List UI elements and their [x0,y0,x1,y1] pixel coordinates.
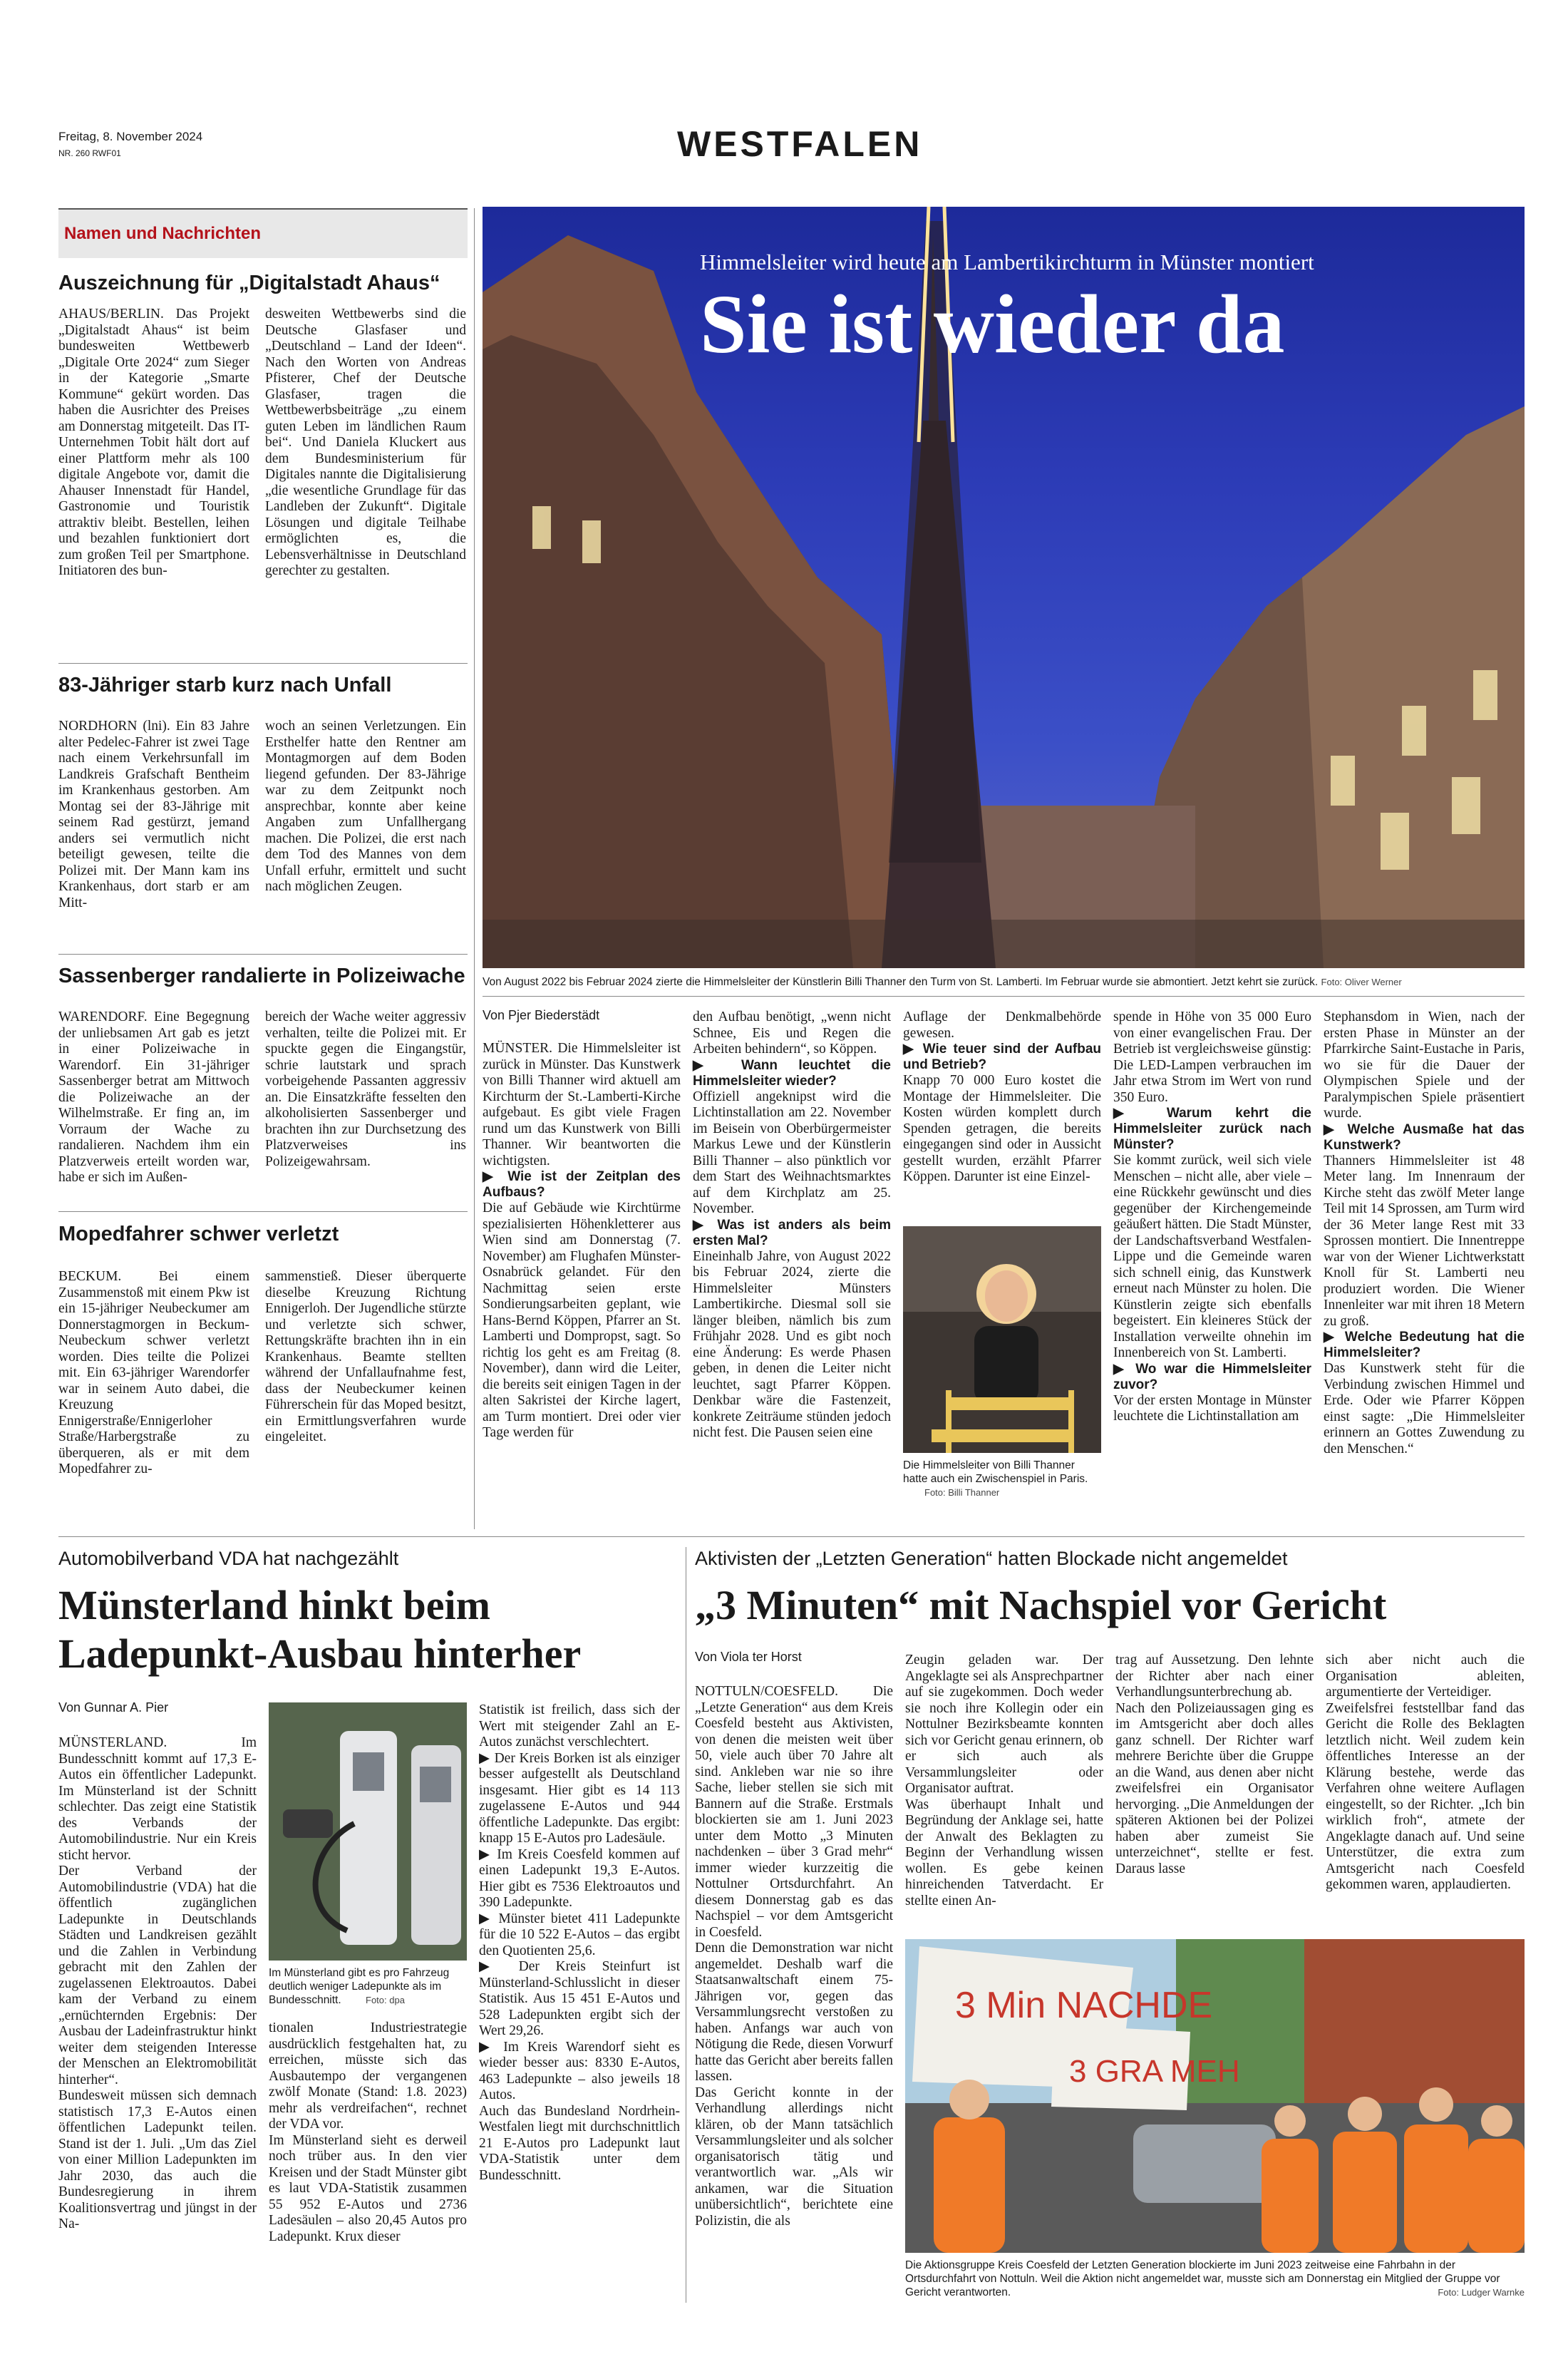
paragraph: Stephansdom in Wien, nach der ersten Phase in Münster an der Pfarrkirche Saint-Eustache in Paris, wo sie für die Dauer der Olympischen Spiele und der Paralympischen Spiele präsentiert wurde. [1324,1009,1525,1121]
question-heading: ▶ Wann leuchtet die Himmelsleiter wieder? [693,1057,891,1089]
paragraph: den Aufbau benötigt, „wenn nicht Schnee, Eis und Regen die Arbeiten behindern“, so Köppen. [693,1009,891,1057]
protest-photo-illustration [905,1939,1525,2253]
item3-headline: Sassenberger randalierte in Polizeiwache [58,965,465,987]
divider [474,208,475,1529]
header-issue: NR. 260 RWF01 [58,148,121,158]
question-heading: ▶ Wo war die Himmelsleiter zuvor? [1113,1361,1311,1392]
vda-col1: MÜNSTERLAND. Im Bundesschnitt kommt auf 17,3 E-Autos ein öffentlicher Ladepunkt. Im Münsterland ist der Schnitt schlechter. Das zeigt eine Statistik des Verbands der Automobilindustrie. Nur ein Kreis sticht hervor. Der Verband der Automobilindustrie (VDA) hat die öffentlich zugänglichen Ladepunkte in Deutschlands Städten und Landkreisen gezählt und die Zahlen in Verbindung gebracht mit den Zahlen der zugelassenen Elektroautos. Dabei kam der Verband zu einem „ernüchternden Ergebnis: Der Ausbau der Ladeinfrastruktur hinkt weiter dem steigenden Interesse der Menschen an Elektromobilität hinterher“. Bundesweit müssen sich demnach statistisch 17,3 E-Autos einen öffentlichen Ladepunkt teilen. Stand ist der 1. Juli. „Um das Ziel von einer Million Ladepunkten im Jahr 2030, das auch die Bundesregierung in ihrem Koalitionsvertrag und jüngst in der Na- [58,1735,257,2231]
header-date: Freitag, 8. November 2024 [58,130,203,143]
sidebar-label: Namen und Nachrichten [64,224,262,243]
paris-caption [903,1459,1101,1499]
paragraph: ▶ Der Kreis Steinfurt ist Münsterland-Schlusslicht in dieser Statistik. Aus 15 451 E-Autos und 528 Ladepunkten ergibt sich der Wert 29,26. [479,1959,680,2038]
lead-headline: Sie ist wieder da [700,277,1285,371]
question-heading: ▶ Wie teuer sind der Aufbau und Betrieb? [903,1042,1101,1072]
paragraph: ▶ Der Kreis Borken ist als einziger besser aufgestellt als Deutschland insgesamt. Hier gibt es 14 113 zugelassene E-Autos und 944 öffentliche Ladepunkte. Das ergibt: knapp 15 E-Autos pro Ladesäule. [479,1750,680,1846]
item1-col2: desweiten Wettbewerbs sind die Deutsche Glasfaser und „Deutschland – Land der Ideen“. Nach den Worten von Andreas Pfisterer, Chef der Deutsche Glasfaser, tragen die Wettbewerbsbeiträge „zu einem guten Leben im ländlichen Raum bei“. Und Daniela Kluckert aus dem Bundesministerium für Digitales nannte die Digitalisierung „die wesentliche Grundlage für das Landleben der Zukunft“. Digitale Lösungen und digitale Teilhabe ermöglichten es, die Lebensverhältnisse in Deutschland gerechter zu gestalten. [265,307,466,578]
item2-col1: NORDHORN (lni). Ein 83 Jahre alter Pedelec-Fahrer ist zwei Tage nach einem Verkehrsunfall im Landkreis Grafschaft Bentheim im Krankenhaus gestorben. Am Montag sei der 83-Jährige mit seinem Rad gestürzt, jemand anders sei vermutlich nicht beteiligt gewesen, teilte die Polizei mit. Der Mann kam ins Krankenhaus, dort starb er am Mitt- [58,719,249,910]
divider [58,1536,1525,1537]
item3-col2: bereich der Wache weiter aggressiv verhalten, teilte die Polizei mit. Er spuckte gegen die Eingangstür, schrie lautstark und sprach vorbeigehende Passanten aggressiv an. Die Einsatzkräfte fesselten den alkoholisierten Sassenberger und brachten ihn zur Durchsetzung des Platzverweises ins Polizeigewahrsam. [265,1009,466,1169]
paragraph: Die auf Gebäude wie Kirchtürme spezialisierten Höhenkletterer aus Wien sind am Donnerstag (7. November) am Flughafen Münster-Osnabrück gelandet. Für den Nachmittag seien erste Sondierungsarbeiten geplant, wie Hans-Bernd Köppen, Pfarrer an St. Lamberti und Dompropst, sagt. So richtig los geht es am Freitag (8. November), dann wird die Leiter, die bereits seit einigen Tagen in der alten Sakristei der Kirche lagert, am Turm montiert. Drei oder vier Tage werden für [483,1201,681,1440]
paragraph: MÜNSTER. Die Himmelsleiter ist zurück in Münster. Das Kunstwerk von Billi Thanner wird aktuell am Kirchturm der St.-Lamberti-Kirche aufgebaut. Es gibt viele Fragen rund um das Kunstwerk von Billi Thanner. Wir beantworten die wichtigsten. [483,1041,681,1168]
lead-col3 [903,1009,1101,1186]
lg-byline: Von Viola ter Horst [695,1650,802,1664]
question-heading: ▶ Welche Bedeutung hat die Himmelsleiter? [1324,1330,1525,1360]
sidebar [58,208,468,1529]
paragraph: ▶ Im Kreis Warendorf sieht es wieder besser aus: 8330 E-Autos, 463 Ladepunkte – also jeweils 18 Autos. [479,2039,680,2102]
caption-text: Von August 2022 bis Februar 2024 zierte die Himmelsleiter der Künstlerin Billi Thanner den Turm von St. Lamberti. Im Februar wurde sie abmontiert. Jetzt kehrt sie zurück. [483,976,1319,988]
banner-text-1: 3 Min NACHDE [955,1985,1213,2026]
paragraph: Das Kunstwerk steht für die Verbindung zwischen Himmel und Erde. Oder wie Pfarrer Köppen einst sagte: „Die Himmelsleiter erinnern an Gottes Zuwendung zu den Menschen.“ [1324,1361,1525,1456]
sidebar-label-box [58,208,468,258]
credit: Foto: Billi Thanner [924,1487,1000,1498]
paragraph: Knapp 70 000 Euro kostet die Montage der Himmelsleiter. Die Kosten würden komplett durch Spenden getragen, die bereits eingegangen sind oder in Aussicht gestellt wurden, erzählt Pfarrer Köppen. Darunter ist eine Einzel- [903,1073,1101,1184]
lg-col3: trag auf Aussetzung. Den lehnte der Richter aber nach einer Verhandlungsunterbrechung ab. Nach den Polizeiaussagen ging es im Amtsgericht aber doch alles ganz schnell. Der Richter warf mehrere Berichte über die Gruppe an die Wand, aus denen aber nicht zweifelsfrei ein Organisator hervorging. „Die Anmeldungen der späteren Aktionen bei der Polizei haben aber zumeist Sie unterzeichnet“, stellte er fest. Daraus lasse [1115,1653,1314,1876]
section-title: WESTFALEN [677,124,923,164]
paragraph: Eineinhalb Jahre, von August 2022 bis Februar 2024, zierte die Himmelsleiter Münsters Lambertikirche. Diesmal soll sie länger bleiben, nämlich bis zum Frühjahr 2028. Und es gibt noch eine Änderung: Es werde Phasen geben, in denen die Leiter nicht leuchtet, sagt Pfarrer Köppen. Denkbar wäre die Fastenzeit, konkrete Zeiträume stünden jedoch nicht fest. Die Pausen seien eine [693,1248,891,1440]
paragraph: Offiziell angeknipst wird die Lichtinstallation am 22. November im Beisein von Oberbürgermeister Markus Lewe und der Künstlerin Billi Thanner – also pünktlich vor dem Start des Weihnachtsmarktes auf dem Kirchplatz am 25. November. [693,1089,891,1216]
paragraph: spende in Höhe von 35 000 Euro von einer evangelischen Frau. Der Betrieb ist vergleichsweise günstig: Die LED-Lampen verbrauchen im Jahr etwa Strom im Wert von rund 350 Euro. [1113,1009,1311,1105]
caption-text: Im Münsterland gibt es pro Fahrzeug deutlich weniger Ladepunkte als im Bundesschnitt. [269,1967,450,2006]
question-heading: ▶ Was ist anders als beim ersten Mal? [693,1217,891,1248]
paragraph: Auflage der Denkmalbehörde gewesen. [903,1009,1101,1041]
banner-text-2: 3 GRA MEH [1069,2054,1240,2089]
credit: Foto: dpa [366,1995,405,2005]
vda-col2: tionalen Industriestrategie ausdrücklich festgehalten hat, zu erreichen, müsste sich das Ausbautempo der vergangenen zwölf Monate (Stand: 1.8. 2023) mehr als verdreifachen“, rechnet der VDA vor. Im Münsterland sieht es derweil noch trüber aus. In den vier Kreisen und der Stadt Münster gibt es laut VDA-Statistik zusammen 55 952 E-Autos und 2736 Ladesäulen – also 20,45 Autos pro Ladepunkt. Krux dieser [269,2020,467,2244]
vda-byline: Von Gunnar A. Pier [58,1700,169,1715]
question-heading: ▶ Welche Ausmaße hat das Kunstwerk? [1324,1121,1525,1153]
item3-col1: WARENDORF. Eine Begegnung der unliebsamen Art gab es jetzt in einer Polizeiwache in Warendorf. Ein 31-jähriger Sassenberger betrat am Mittwoch die Polizeiwache an der Wilhelmstraße. Er fing an, im Vorraum der Wache zu randalieren. Nachdem ihm ein Platzverweis erteilt worden war, habe er sich im Außen- [58,1009,249,1185]
paris-photo [903,1226,1101,1453]
paragraph: Thanners Himmelsleiter ist 48 Meter lang. Im Innenraum der Kirche steht das zwölf Meter lange Teil mit 14 Sprossen, am Turm wird der 36 Meter lange Rest mit 33 Sprossen montiert. Die Innentreppe war von der Wiener Lichtwerkstatt Knoll für St. Lamberti neu produziert worden. Die Wiener Innenleiter war mit ihren 18 Metern zu groß. [1324,1153,1525,1329]
vda-col3 [479,1702,680,2184]
caption-text: Die Himmelsleiter von Billi Thanner hatte auch ein Zwischenspiel in Paris. [903,1459,1088,1485]
item2-headline: 83-Jähriger starb kurz nach Unfall [58,674,392,697]
lead-photo-caption [483,975,1525,989]
charging-caption [269,1966,467,2007]
lg-col1: NOTTULN/COESFELD. Die „Letzte Generation“ aus dem Kreis Coesfeld besteht aus Aktivisten, von denen die meisten weit über 50, viele auch über 70 Jahre alt sind. Ankleben war nie so ihre Sache, lieber stellen sie sich mit Bannern auf die Straße. Erstmals blockierten sie am 1. Juni 2023 unter dem Motto „3 Minuten nachdenken – über 3 Grad mehr“ immer wieder kurzzeitig die Nottulner Ortsdurchfahrt. An diesem Donnerstag gab es das Nachspiel – vor dem Amtsgericht in Coesfeld. Denn die Demonstration war nicht angemeldet. Deshalb warf die Staatsanwaltschaft einem 75-Jährigen vor, gegen das Versammlungsrecht verstoßen zu haben. Anfangs war auch von Nötigung die Rede, diesen Vorwurf hatte das Gericht aber bereits fallen lassen. Das Gericht konnte in der Verhandlung allerdings nicht klären, ob der Mann tatsächlich Versammlungsleiter und als solcher organisatorisch tätig und verantwortlich war. „Als wir ankamen, war die Situation unübersichtlich“, berichtete eine Polizistin, die als [695,1684,893,2229]
item4-col1: BECKUM. Bei einem Zusammenstoß mit einem Pkw ist ein 15-jähriger Neubeckumer am Donnerstagmorgen in Beckum-Neubeckum schwer verletzt worden. Dies teilte die Polizei mit. Ein 63-jähriger Warendorfer war in seinem Auto dabei, die Kreuzung Ennigerstraße/Ennigerloher Straße/Harbergstraße zu überqueren, als er mit dem Mopedfahrer zu- [58,1269,249,1476]
item1-headline: Auszeichnung für „Digitalstadt Ahaus“ [58,272,440,294]
lead-col2 [693,1009,891,1442]
divider [58,1211,468,1212]
lead-photo [483,207,1525,968]
caption-text: Die Aktionsgruppe Kreis Coesfeld der Letzten Generation blockierte im Juni 2023 zeitweise eine Fahrbahn in der Ortsdurchfahrt von Nottuln. Weil die Aktion nicht angemeldet war, musste sich am Donnerstag ein Mitglied der Gruppe vor Gericht verantworten. [905,2259,1500,2298]
lead-kicker: Himmelsleiter wird heute am Lambertikirchturm in Münster montiert [700,250,1314,274]
vda-kicker: Automobilverband VDA hat nachgezählt [58,1548,399,1569]
protest-photo [905,1939,1525,2253]
lg-col4: sich aber nicht auch die Organisation ableiten, argumentierte der Verteidiger. Zweifelsfrei feststellbar fand das Gericht die Rolle des Beklagten letztlich nicht. Weil zudem kein öffentliches Interesse an der Klärung bestehe, werde das Verfahren ohne weitere Auflagen eingestellt, so der Richter. „Ich bin wirklich froh“, atmete der Angeklagte danach auf. Und seine Unterstützer, die extra zum Amtsgericht nach Coesfeld gekommen waren, applaudierten. [1326,1653,1525,1892]
paris-photo-illustration [903,1226,1101,1453]
lg-headline: „3 Minuten“ mit Nachspiel vor Gericht [695,1582,1387,1628]
lead-col5 [1324,1009,1525,1457]
item2-col2: woch an seinen Verletzungen. Ein Ersthelfer hatte den Rentner am Montagmorgen auf dem Boden liegend gefunden. Der 83-Jährige war zu dem Zeitpunkt noch ansprechbar, konnte aber keine Angaben zum Unfallhergang machen. Die Polizei, die erst nach dem Tod des Mannes von dem Unfall erfuhr, ermittelt und sucht nach möglichen Zeugen. [265,719,466,894]
vda-headline-line1: Münsterland hinkt beim [58,1582,490,1628]
divider [58,954,468,955]
credit: Foto: Ludger Warnke [1438,2287,1525,2298]
lg-kicker: Aktivisten der „Letzten Generation“ hatten Blockade nicht angemeldet [695,1548,1288,1569]
credit: Foto: Oliver Werner [1321,977,1402,987]
divider [58,663,468,664]
paragraph: Vor der ersten Montage in Münster leuchtete die Lichtinstallation am [1113,1392,1311,1424]
item4-headline: Mopedfahrer schwer verletzt [58,1223,339,1245]
lead-col4 [1113,1009,1311,1425]
vda-headline-line2: Ladepunkt-Ausbau hinterher [58,1630,582,1677]
paragraph: ▶ Münster bietet 411 Ladepunkte für die 10 522 E-Autos – das ergibt den Quotienten 25,6. [479,1911,680,1958]
protest-caption [905,2259,1525,2299]
lead-col1 [483,1041,681,1442]
lg-col2: Zeugin geladen war. Der Angeklagte sei als Ansprechpartner auf sie zugekommen. Doch weder sie noch ihre Kollegin oder ein Nottulner Bezirksbeamte konnten sich vor Gericht genau erinnern, ob er sich auch als Versammlungsleiter oder Organisator auftrat. Was überhaupt Inhalt und Begründung der Anklage sei, hatte der Anwalt des Beklagten zu Beginn der Verhandlung wissen wollen. Es gebe keinen hinreichenden Tatverdacht. Er stellte einen An- [905,1653,1103,1908]
charging-photo-illustration [269,1702,467,1961]
paragraph: ▶ Im Kreis Coesfeld kommen auf einen Ladepunkt 19,3 E-Autos. Hier gibt es 7536 Elektroautos und 390 Ladepunkte. [479,1846,680,1910]
item1-col1: AHAUS/BERLIN. Das Projekt „Digitalstadt Ahaus“ ist beim bundesweiten Wettbewerb „Digitale Orte 2024“ zum Sieger in der Kategorie „Smarte Kommune“ gekürt worden. Das haben die Ausrichter des Preises am Donnerstag mitgeteilt. Das IT-Unternehmen Tobit hält dort auf einer Plattform mehr als 100 digitale Angebote vor, damit die Ahauser Innenstadt für Handel, Gastronomie und Touristik attraktiv bleibt. Bestellen, leihen und bezahlen funktioniert dort zum großen Teil per Smartphone. Initiatoren des bun- [58,307,249,578]
paragraph: Auch das Bundesland Nordrhein-Westfalen liegt mit durchschnittlich 21 E-Autos pro Ladepunkt laut VDA-Statistik unter dem Bundesschnitt. [479,2103,680,2183]
divider [483,996,1525,997]
paragraph: Statistik ist freilich, dass sich der Wert mit steigender Zahl an E-Autos zunächst verschlechtert. [479,1702,680,1749]
lead-byline: Von Pjer Biederstädt [483,1008,600,1022]
item4-col2: sammenstieß. Dieser überquerte dieselbe Kreuzung Richtung Ennigerloh. Der Jugendliche stürzte und verletzte sich schwer, Rettungskräfte brachten ihn in ein Krankenhaus. Beamte stellten während der Unfallaufnahme fest, dass der Neubeckumer keinen Führerschein für das Moped besitzt, ein Ermittlungsverfahren wurde eingeleitet. [265,1269,466,1444]
charging-photo [269,1702,467,1961]
paragraph: Sie kommt zurück, weil sich viele Menschen – nicht alle, aber viele – eine Rückkehr gewünscht und dies gegenüber der Kirchengemeinde geäußert hätten. Die Stadt Münster, der Landschaftsverband Westfalen-Lippe und die Gemeinde waren sich schnell einig, das Kunstwerk erneut nach Münster zu holen. Die Künstlerin zeigte sich ebenfalls begeistert. Ein kleineres Stück der Installation verweilte ohnehin im Innenbereich von St. Lamberti. [1113,1153,1311,1360]
question-heading: ▶ Wie ist der Zeitplan des Aufbaus? [483,1169,681,1200]
question-heading: ▶ Warum kehrt die Himmelsleiter zurück nach Münster? [1113,1106,1311,1152]
